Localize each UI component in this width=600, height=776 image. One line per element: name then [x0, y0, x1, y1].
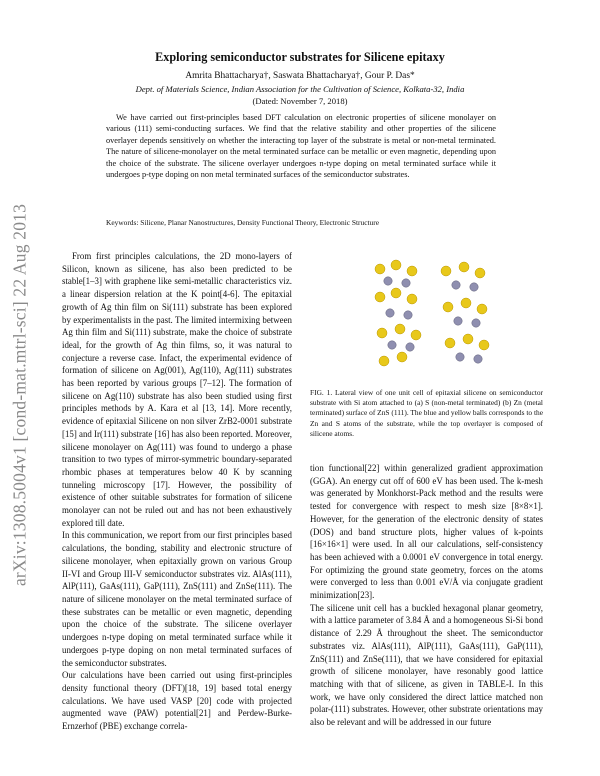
- figure-panel-b: [441, 262, 489, 363]
- methods-paragraph-2: tion functional[22] within generalized gradient approximation (GGA). An energy cut off of 600 eV has been used. The k-mesh was generated by Monkhorst-Pack method and the results were tested for convergence with respect to mesh size [8×8×1]. However, for the generation of the electronic density of states (DOS) and band structure plots, higher values of k-points [16×16×1] were used. In all our calculations, self-consistency has been achieved with a 0.0001 eV convergence in total energy. For optimizing the ground state geometry, forces on the atoms were converged to less than 0.001 eV/Å via conjugate gradient minimization[23].: [310, 463, 543, 601]
- intro-paragraph-1: From first principles calculations, the 2D mono-layers of Silicon, known as silicene, has also been predicted to be stable[1–3] with graphene like semi-metallic characteristics viz. a linear dispersion relation at the K point[4-6]. The epitaxial growth of Ag thin film on Si(111) substrate has been explored by experimentalists in the past. The limited intermixing between Ag thin film and Si(111) substrate, make the choice of substrate ideal, for the growth of Ag thin films, so, it was natural to conjecture a reverse case. Infact, the experimental evidence of formation of silicene on Ag(001), Ag(110), Ag(111) substrates has been reported by various groups [7–12]. The formation of silicene on Ag(110) substrate has also been studied using first principles methods by A. Kara et al [13, 14]. More recently, evidence of epitaxial Silicene on non silver ZrB2-0001 substrate [15] and Ir(111) substrate [16] has also been reported. Moreover, silicene monolayer on Ag(111) was found to undergo a phase transition to two types of mirror-symmetric boundary-separated rhombic phases at temperatures below 40 K by scanning tunneling microscopy [17]. However, the possibility of existence of other suitable substrates for formation of silicene monolayer can not be ruled out and has not been exhaustively explored till date.: [62, 251, 292, 528]
- figure-panel-a: [375, 260, 421, 366]
- author-list: Amrita Bhattacharya†, Saswata Bhattacharya†, Gour P. Das*: [185, 71, 415, 81]
- results-paragraph-1: The silicene unit cell has a buckled hexagonal planar geometry, with a lattice parameter of 3.84 Å and a homogeneous Si-Si bond distance of 2.29 Å throughout the sheet. The semiconductor substrates viz. AlAs(111), AlP(111), GaAs(111), GaP(111), ZnS(111) and ZnSe(111), that we have considered for epitaxial growth of silicene monolayer, have resonably good lattice matching with that of silicene, as given in TABLE-I. In this work, we have only considered the direct lattice matched non polar-(111) substrates. However, other substrate orientations may also be relevant and will be addressed in our future: [310, 602, 543, 728]
- figure-1-caption: FIG. 1. Lateral view of one unit cell of epitaxial silicene on semiconductor substrate with Si atom attached to (a) S (non-metal terminated) (b) Zn (metal terminated) surface of ZnS (111). The blue and yellow balls corresponds to the Zn and S atoms of the substrate, while the top overlayer is composed of silicene atoms.: [310, 388, 543, 438]
- arxiv-identifier-stamp: [8, 175, 32, 615]
- intro-paragraph-2: In this communication, we report from our first principles based calculations, the bonding, stability and electronic structure of silicene monolayer, when epitaxially grown on various Group II-VI and Group III-V semiconductor substrates viz. AlAs(111), AlP(111), GaAs(111), GaP(111), ZnS(111) and ZnSe(111). The nature of silicene monolayer on the metal terminated surface of these substrates can be metallic or even magnetic, depending upon the choice of the substrate. The silicene overlayer undergoes n-type doping on metal terminated surface while it undergoes p-type doping on non metal terminated surfaces of the semiconductor substrates.: [62, 530, 292, 668]
- arxiv-identifier-text: arXiv:1308.5004v1 [cond-mat.mtrl-sci] 22 Aug 2013: [9, 203, 30, 587]
- keywords: Keywords: Silicene, Planar Nanostructures, Density Functional Theory, Electronic Structure: [106, 218, 379, 227]
- figure-1-structure-image: [360, 255, 500, 375]
- affiliation: Dept. of Materials Science, Indian Association for the Cultivation of Science, Kolkata-32, India: [135, 84, 465, 94]
- paper-title: Exploring semiconductor substrates for Silicene epitaxy: [155, 50, 445, 64]
- date-line: (Dated: November 7, 2018): [252, 96, 348, 106]
- methods-paragraph-1: Our calculations have been carried out using first-principles density functional theory (DFT)[18, 19] based total energy calculations. We have used VASP [20] code with projected augmented wave (PAW) potential[21] and Perdew-Burke-Ernzerhof (PBE) exchange correla-: [62, 670, 292, 732]
- abstract: We have carried out first-principles based DFT calculation on electronic properties of silicene monolayer on various (111) semi-conducting surfaces. We find that the relative stability and other properties of the silicene overlayer depends sensitively on whether the interacting top layer of the substrate is metal or non-metal terminated. The nature of silicene-monolayer on the metal terminated surface can be metallic or even magnetic, depending upon the choice of the substrate. The silicene overlayer undergoes n-type doping on metal terminated surface while it undergoes p-type doping on non metal terminated surfaces of the semiconductor substrates.: [106, 113, 496, 180]
- left-column: [62, 250, 292, 733]
- right-column: [310, 462, 543, 729]
